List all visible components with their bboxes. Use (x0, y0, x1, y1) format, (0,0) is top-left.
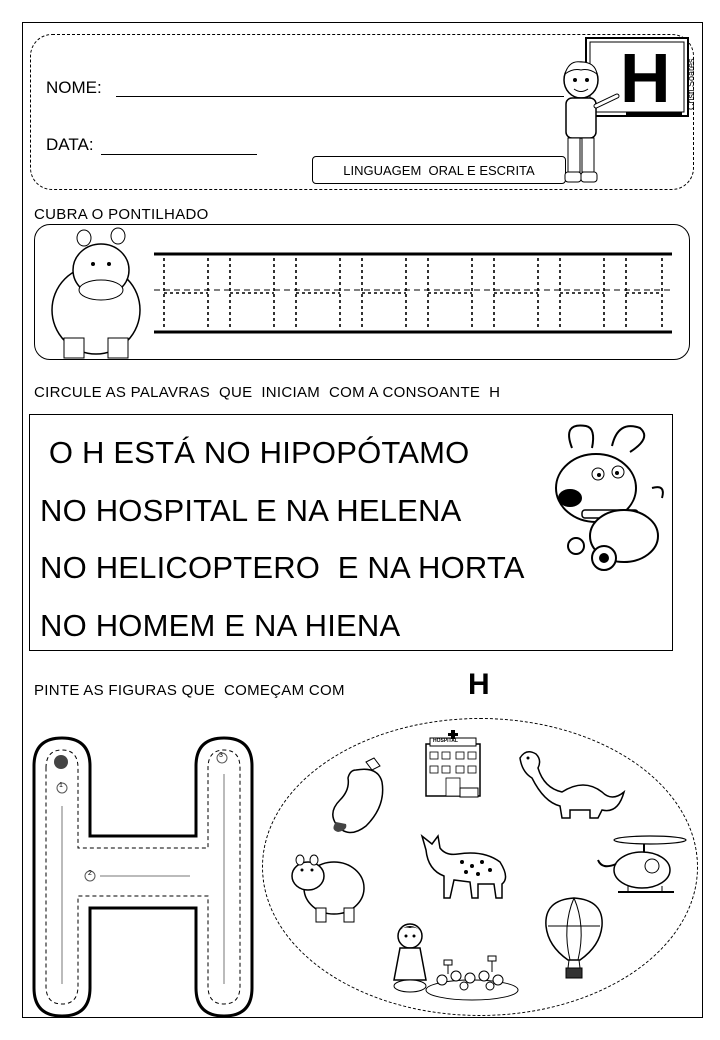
signature: Cristi Soares (686, 58, 696, 110)
dog-cartoon-icon (552, 418, 668, 582)
poem-line-4[interactable]: NO HOMEM E NA HIENA (40, 608, 401, 643)
date-field[interactable] (101, 138, 257, 155)
instruction-trace: CUBRA O PONTILHADO (34, 206, 209, 223)
dinosaur-icon[interactable] (514, 748, 626, 822)
name-field[interactable] (116, 80, 564, 97)
poem-line-3[interactable]: NO HELICOPTERO E NA HORTA (40, 550, 525, 585)
instruction-paint: PINTE AS FIGURAS QUE COMEÇAM COM (34, 682, 345, 699)
name-label: NOME: (46, 78, 102, 97)
stroke-number-3: 3 (219, 752, 223, 759)
helicopter-icon[interactable] (594, 830, 690, 910)
hospital-sign: HOSPITAL (433, 738, 458, 744)
tracing-lines[interactable] (150, 250, 676, 338)
hippo-icon (46, 226, 156, 360)
hot-air-balloon-icon[interactable] (542, 896, 606, 980)
big-letter-h[interactable] (30, 736, 256, 1018)
paint-letter: H (468, 668, 490, 701)
poem-line-2[interactable]: NO HOSPITAL E NA HELENA (40, 493, 462, 528)
stroke-number-1: 1 (59, 782, 63, 789)
teacher-boy-illustration (555, 58, 625, 188)
hyena-icon[interactable] (418, 832, 510, 902)
poem-line-1[interactable]: O H ESTÁ NO HIPOPÓTAMO (40, 435, 470, 470)
girl-garden-icon[interactable] (382, 920, 522, 1006)
board-letter: H (620, 39, 671, 117)
stroke-number-2: 2 (88, 870, 92, 877)
cashew-fruit-icon[interactable] (326, 756, 392, 834)
hippo-figure-icon[interactable] (288, 846, 368, 926)
date-label: DATA: (46, 135, 94, 154)
instruction-circle: CIRCULE AS PALAVRAS QUE INICIAM COM A CONSOANTE H (34, 384, 501, 401)
subject-label: LINGUAGEM ORAL E ESCRITA (312, 156, 566, 184)
